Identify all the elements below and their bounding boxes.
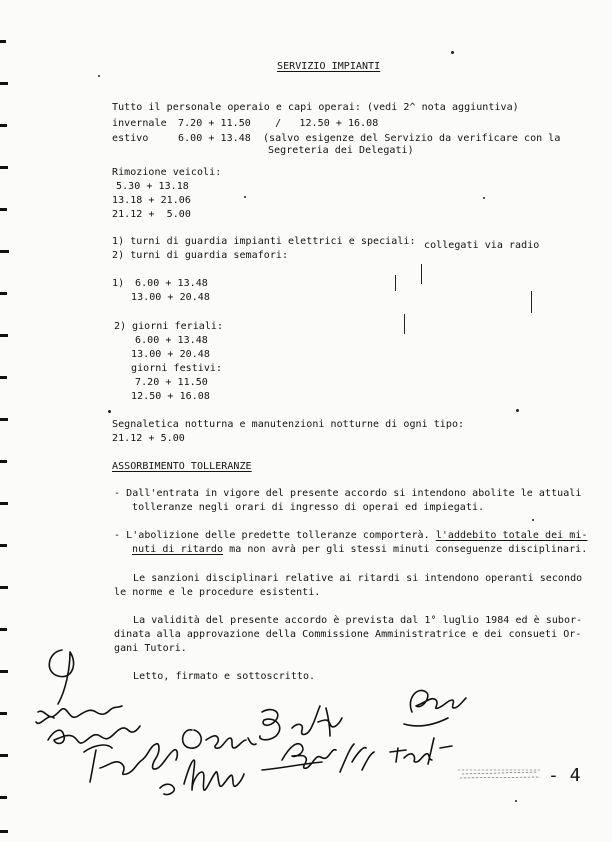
speck — [531, 291, 532, 313]
assorbimento-p2-line1 — [114, 530, 588, 542]
speck — [515, 800, 517, 802]
assorbimento-p3-line2: le norme e le procedure esistenti. — [114, 587, 321, 598]
speck — [483, 197, 485, 199]
shift-1-label: 1) — [112, 278, 125, 289]
validita-line2: dinata alla approvazione della Commissione Amministratrice e dei consueti Or- — [114, 629, 582, 640]
winter-hours: 7.20 + 11.50 / 12.50 + 16.08 — [178, 118, 379, 129]
assorbimento-p1-line2: tolleranze negli orari di ingresso di operai ed impiegati. — [132, 502, 485, 513]
p2-underlined-text: l'addebito totale dei mi- — [435, 530, 588, 541]
segnaletica-line: Segnaletica notturna e manutenzioni notturne di ogni tipo: — [112, 419, 465, 430]
speck — [244, 196, 246, 198]
p2-text: ma non avrà per gli stessi minuti conseguenze disciplinari. — [223, 544, 588, 555]
feriali-time: 13.00 + 20.48 — [131, 349, 210, 360]
document-title: SERVIZIO IMPIANTI — [277, 61, 381, 72]
rimozione-heading: Rimozione veicoli: — [112, 167, 222, 178]
speck — [451, 51, 454, 54]
shift-1-time: 13.00 + 20.48 — [131, 292, 210, 303]
radio-note: collegati via radio — [424, 240, 540, 251]
p2-underlined-text: nuti di ritardo — [132, 544, 224, 555]
speck — [516, 409, 519, 412]
summer-label: estivo — [112, 133, 149, 144]
binder-edge — [0, 0, 16, 842]
feriali-time: 6.00 + 13.48 — [135, 335, 208, 346]
turni-line-1: 1) turni di guardia impianti elettrici e speciali: — [112, 236, 416, 247]
summer-hours-cont: Segreteria dei Delegati) — [268, 145, 414, 156]
assorbimento-heading: ASSORBIMENTO TOLLERANZE — [112, 461, 252, 472]
speck — [98, 75, 100, 77]
segnaletica-time: 21.12 + 5.00 — [112, 433, 185, 444]
festivi-time: 7.20 + 11.50 — [135, 377, 208, 388]
festivi-time: 12.50 + 16.08 — [131, 391, 210, 402]
turni-line-2: 2) turni di guardia semafori: — [112, 250, 289, 261]
assorbimento-p2-line2 — [132, 544, 587, 556]
letto-line: Letto, firmato e sottoscritto. — [133, 671, 316, 682]
speck — [421, 264, 422, 284]
rimozione-time: 13.18 + 21.06 — [112, 195, 191, 206]
rimozione-time: 21.12 + 5.00 — [112, 209, 191, 220]
assorbimento-p3-line1: Le sanzioni disciplinari relative ai ritardi si intendono operanti secondo — [133, 573, 583, 584]
speck — [404, 314, 405, 334]
speck — [532, 519, 534, 521]
feriali-heading: giorni feriali: — [132, 321, 224, 332]
festivi-heading: giorni festivi: — [131, 363, 223, 374]
rimozione-time: 5.30 + 13.18 — [116, 181, 189, 192]
validita-line1: La validità del presente accordo è prevista dal 1° luglio 1984 ed è subor- — [133, 615, 583, 626]
summer-hours: 6.00 + 13.48 (salvo esigenze del Servizio da verificare con la — [178, 133, 561, 144]
p2-text: - L'abolizione delle predette tolleranze comporterà. — [114, 530, 436, 541]
speck — [108, 410, 111, 413]
shift-2-label: 2) — [114, 321, 127, 332]
assorbimento-p1-line1: - Dall'entrata in vigore del presente accordo si intendono abolite le attuali — [114, 488, 582, 499]
page-number: - 4 — [548, 765, 581, 786]
staff-line: Tutto il personale operaio e capi operai: (vedi 2^ nota aggiuntiva) — [112, 102, 519, 113]
winter-label: invernale — [112, 118, 167, 129]
validita-line3: gani Tutori. — [114, 643, 187, 654]
shift-1-time: 6.00 + 13.48 — [135, 278, 208, 289]
speck — [395, 275, 396, 291]
